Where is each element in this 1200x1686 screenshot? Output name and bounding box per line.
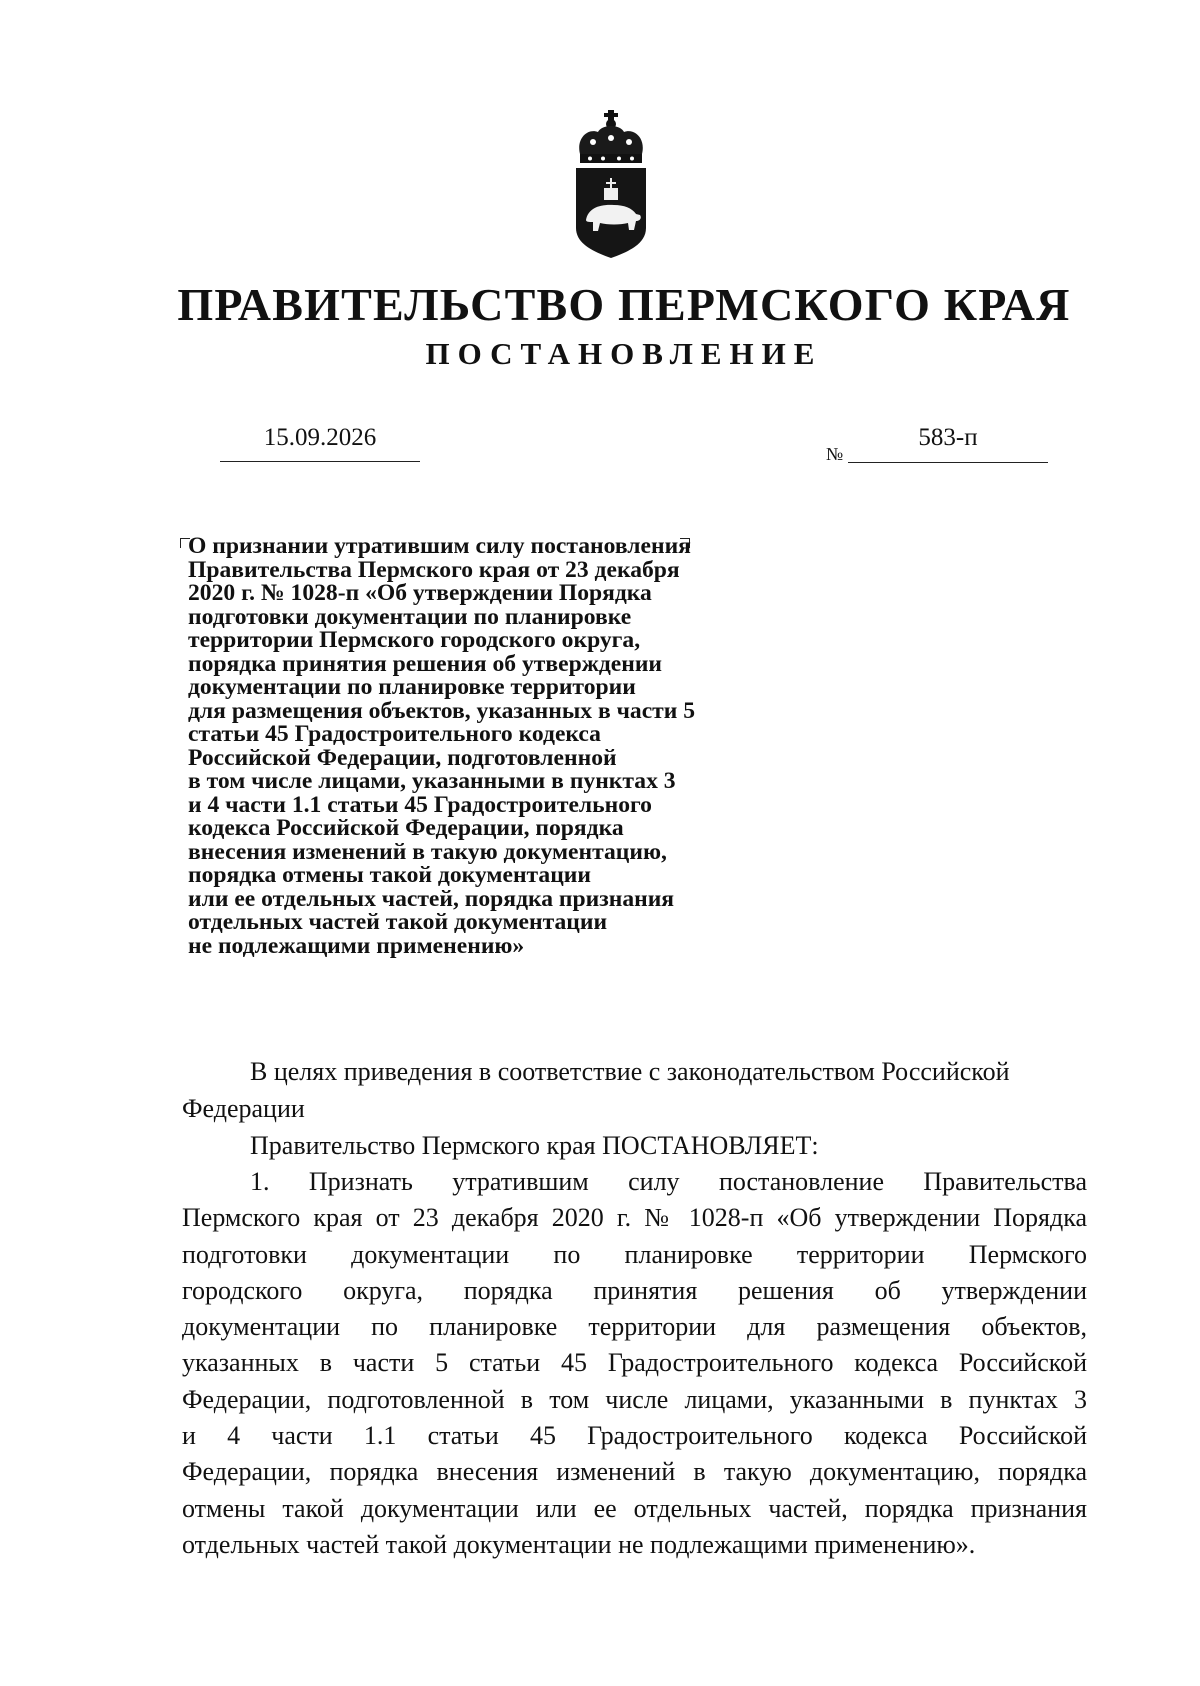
preamble-line: В целях приведения в соответствие с законодательством Российской — [250, 1057, 1010, 1086]
subject-line: или ее отдельных частей, порядка признания — [188, 885, 675, 912]
subject-line: кодекса Российской Федерации, порядка — [188, 815, 624, 841]
item-1-line: документации по планировке территории для размещения объектов, — [182, 1312, 1087, 1342]
item-1-line: городского округа, порядка принятия решения об утверждении — [182, 1275, 1087, 1305]
item-1-line: и 4 части 1.1 статьи 45 Градостроительного кодекса Российской — [182, 1421, 1087, 1451]
date-underline — [220, 461, 420, 462]
subject-line: порядка принятия решения об утверждении — [188, 650, 663, 677]
government-title: ПРАВИТЕЛЬСТВО ПЕРМСКОГО КРАЯ — [177, 279, 1071, 330]
subject-line: Правительства Пермского края от 23 декабря — [188, 556, 680, 583]
subject-line: 2020 г. № 1028-п «Об утверждении Порядка — [188, 580, 652, 606]
subject-line: не подлежащими применению» — [188, 932, 525, 959]
subject-line: и 4 части 1.1 статьи 45 Градостроительного — [188, 791, 652, 818]
subject-line: для размещения объектов, указанных в части 5 — [188, 697, 696, 724]
document-number: 583-п — [918, 424, 978, 451]
subject-line: статьи 45 Градостроительного кодекса — [188, 721, 601, 747]
document-type-heading: ПОСТАНОВЛЕНИЕ — [425, 336, 823, 371]
subject-line: порядка отмены такой документации — [188, 862, 591, 888]
item-1-line: Федерации, порядка внесения изменений в такую документацию, порядка — [182, 1457, 1087, 1487]
subject-line: внесения изменений в такую документацию, — [188, 838, 667, 865]
subject-line: Российской Федерации, подготовленной — [188, 744, 617, 771]
item-1-line: отмены такой документации или ее отдельных частей, порядка признания — [182, 1493, 1087, 1523]
number-underline — [848, 462, 1048, 463]
document-date: 15.09.2026 — [263, 424, 377, 451]
subject-line: отдельных частей такой документации — [188, 909, 608, 935]
resolution-statement: Правительство Пермского края ПОСТАНОВЛЯЕТ: — [250, 1131, 819, 1160]
item-1-paragraph — [182, 1164, 1087, 1563]
item-1-line: отдельных частей такой документации не подлежащими применению». — [182, 1529, 976, 1559]
subject-line: О признании утратившим силу постановления — [188, 533, 691, 559]
preamble-line: Федерации — [182, 1094, 305, 1123]
subject-line: территории Пермского городского округа, — [188, 627, 641, 653]
coat-of-arms-emblem — [566, 108, 656, 260]
item-1-line: 1. Признать утратившим силу постановление Правительства — [250, 1167, 1087, 1196]
subject-line: подготовки документации по планировке — [188, 603, 632, 630]
item-1-line: Федерации, подготовленной в том числе лицами, указанными в пунктах 3 — [182, 1384, 1087, 1414]
subject-line: в том числе лицами, указанными в пунктах 3 — [188, 768, 676, 794]
number-sign: № — [826, 444, 844, 464]
item-1-line: подготовки документации по планировке территории Пермского — [182, 1239, 1087, 1269]
item-1-line: Пермского края от 23 декабря 2020 г. № 1028-п «Об утверждении Порядка — [182, 1203, 1087, 1233]
document-subject — [188, 535, 828, 958]
item-1-line: указанных в части 5 статьи 45 Градостроительного кодекса Российской — [182, 1348, 1087, 1378]
subject-line: документации по планировке территории — [188, 674, 636, 700]
crown-icon — [579, 110, 643, 163]
